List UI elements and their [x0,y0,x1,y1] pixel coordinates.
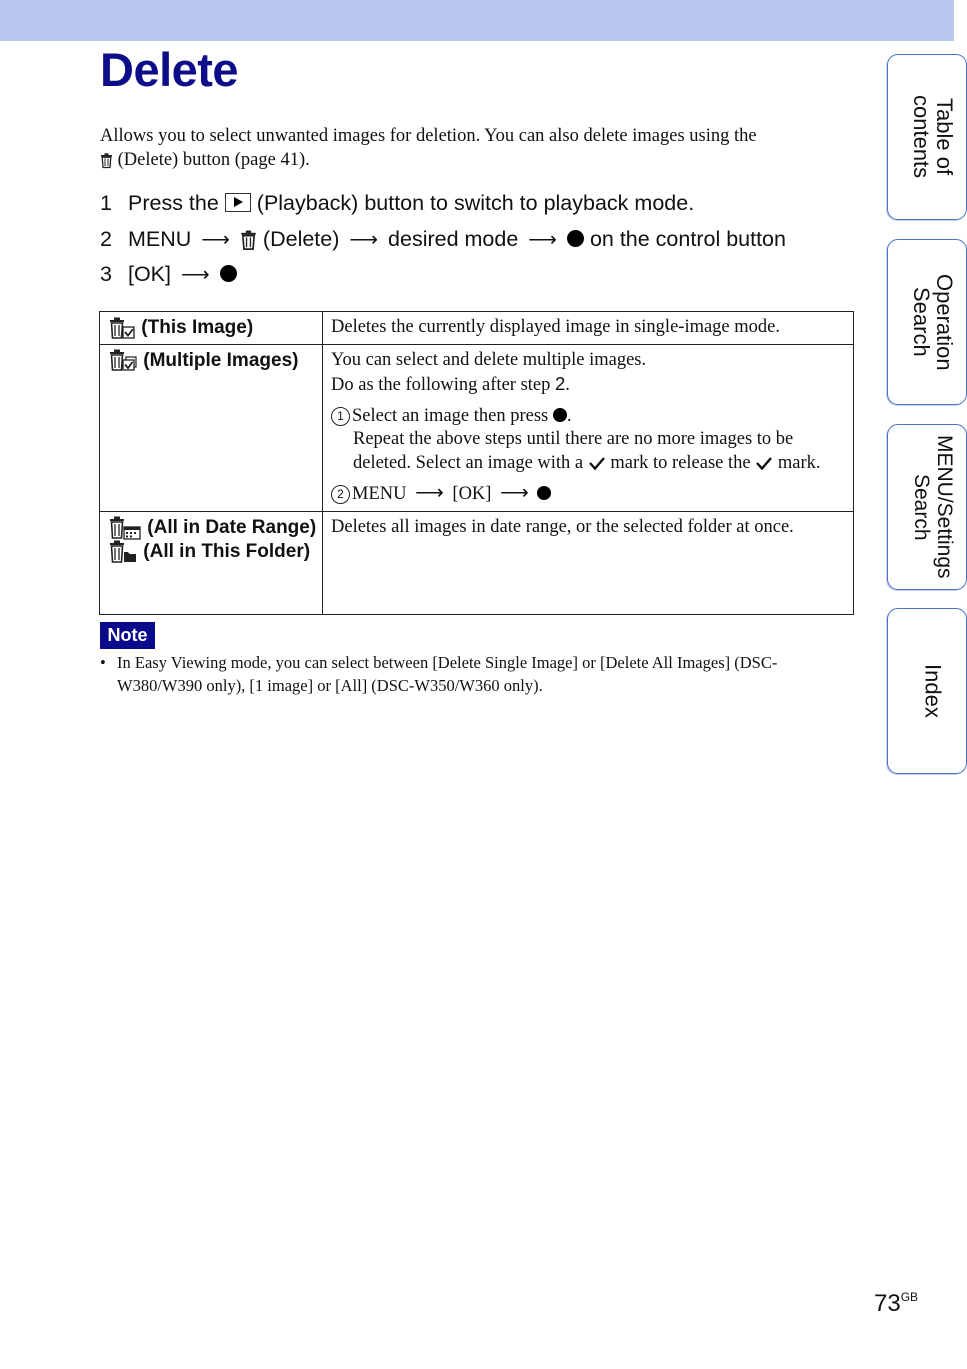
step-text: (Playback) button to switch to playback mode. [256,191,695,215]
desc-text: [OK] [452,484,492,504]
desc-text: . [565,375,570,395]
note-badge: Note [100,622,155,649]
desc-text: Do as the following after step [331,375,551,395]
step-text: on the control button [589,226,786,251]
tab-label: Index [920,664,946,718]
option-description: Deletes the currently displayed image in single-image mode. [323,312,854,345]
desc-line [331,372,845,398]
label-text: (This Image) [141,317,254,338]
tab-label-wrap [908,240,958,404]
delete-this-image-icon [108,317,136,339]
step-3 [100,257,786,293]
intro-line2: (Delete) button (page 41). [117,150,310,170]
sub-step-2 [331,482,845,507]
page-number [874,1290,918,1318]
delete-multiple-images-icon [108,349,138,371]
tab-label: Operation Search [909,273,957,371]
arrow-right-icon: ⟶ [528,228,557,251]
trash-icon [100,153,113,168]
delete-options-table [99,311,854,615]
desc-line: You can select and delete multiple images. [331,349,647,370]
control-button-dot-icon [553,408,567,422]
option-label [100,344,323,511]
tab-label-wrap [908,55,958,219]
step-text: Press the [127,191,219,215]
procedure-steps [100,186,786,293]
step-text: (Delete) [262,226,340,251]
desc-line: Repeat the above steps until there are no more images to be [353,429,794,449]
label-text: (All in Date Range) [147,516,317,538]
desc-text: Select an image then press [352,405,549,426]
trash-icon [240,229,257,251]
option-label [100,511,323,614]
tab-label: Table of contents [909,95,957,179]
step-1 [100,186,786,222]
control-button-dot-icon [537,486,551,500]
desc-line [331,452,845,476]
desc-text: mark to release the [610,452,751,473]
circled-number: 2 [331,485,350,504]
note-list [100,652,840,697]
arrow-right-icon: ⟶ [500,482,529,504]
step-number: 1 [100,191,112,215]
tab-table-of-contents[interactable] [887,54,967,220]
delete-folder-icon [108,540,138,564]
step-text: [OK] [127,262,171,286]
header-bar [0,0,954,41]
step-number: 2 [100,226,112,251]
tab-label-wrap [908,609,958,773]
desc-text: mark. [777,452,821,473]
table-row [100,312,854,345]
tab-index[interactable] [887,608,967,774]
control-button-dot-icon [220,265,237,282]
circled-number: 1 [331,407,350,426]
label-text: (Multiple Images) [143,349,299,371]
arrow-right-icon: ⟶ [180,264,210,286]
step-ref: 2 [555,373,566,394]
page-number-text: 73 [874,1290,901,1317]
option-description: Deletes all images in date range, or the selected folder at once. [323,511,854,614]
arrow-right-icon: ⟶ [415,482,444,504]
step-number: 3 [100,262,112,286]
page-title: Delete [100,43,239,96]
tab-menu-settings-search[interactable] [887,424,967,590]
checkmark-icon [755,456,773,471]
delete-date-range-icon [108,516,142,540]
desc-text: deleted. Select an image with a [353,452,584,473]
desc-text: . [566,405,572,426]
step-text: MENU [127,226,192,251]
page-suffix: GB [900,1290,919,1304]
step-text: desired mode [388,226,519,251]
option-label [100,312,323,345]
desc-text: MENU [352,484,407,504]
checkmark-icon [588,456,606,471]
tab-operation-search[interactable] [887,239,967,405]
table-row [100,344,854,511]
label-line [108,540,318,564]
label-text: (All in This Folder) [143,540,311,562]
label-line [108,516,318,540]
intro-text [100,124,820,172]
table-row [100,511,854,614]
tab-label-wrap [908,425,958,589]
arrow-right-icon: ⟶ [201,228,230,251]
note-item: • In Easy Viewing mode, you can select between [Delete Single Image] or [Delete All Images] (DSC-W380/W390 only), [1 image] or [All] (DSC-W350/W360 only). [100,652,840,697]
step-2 [100,222,786,258]
playback-icon [225,193,251,212]
sub-step-1 [331,405,845,476]
intro-line1: Allows you to select unwanted images for deletion. You can also delete images using the [100,126,757,146]
tab-label: MENU/Settings Search [910,435,956,579]
arrow-right-icon: ⟶ [349,228,379,251]
option-description [323,344,854,511]
control-button-dot-icon [567,230,584,247]
